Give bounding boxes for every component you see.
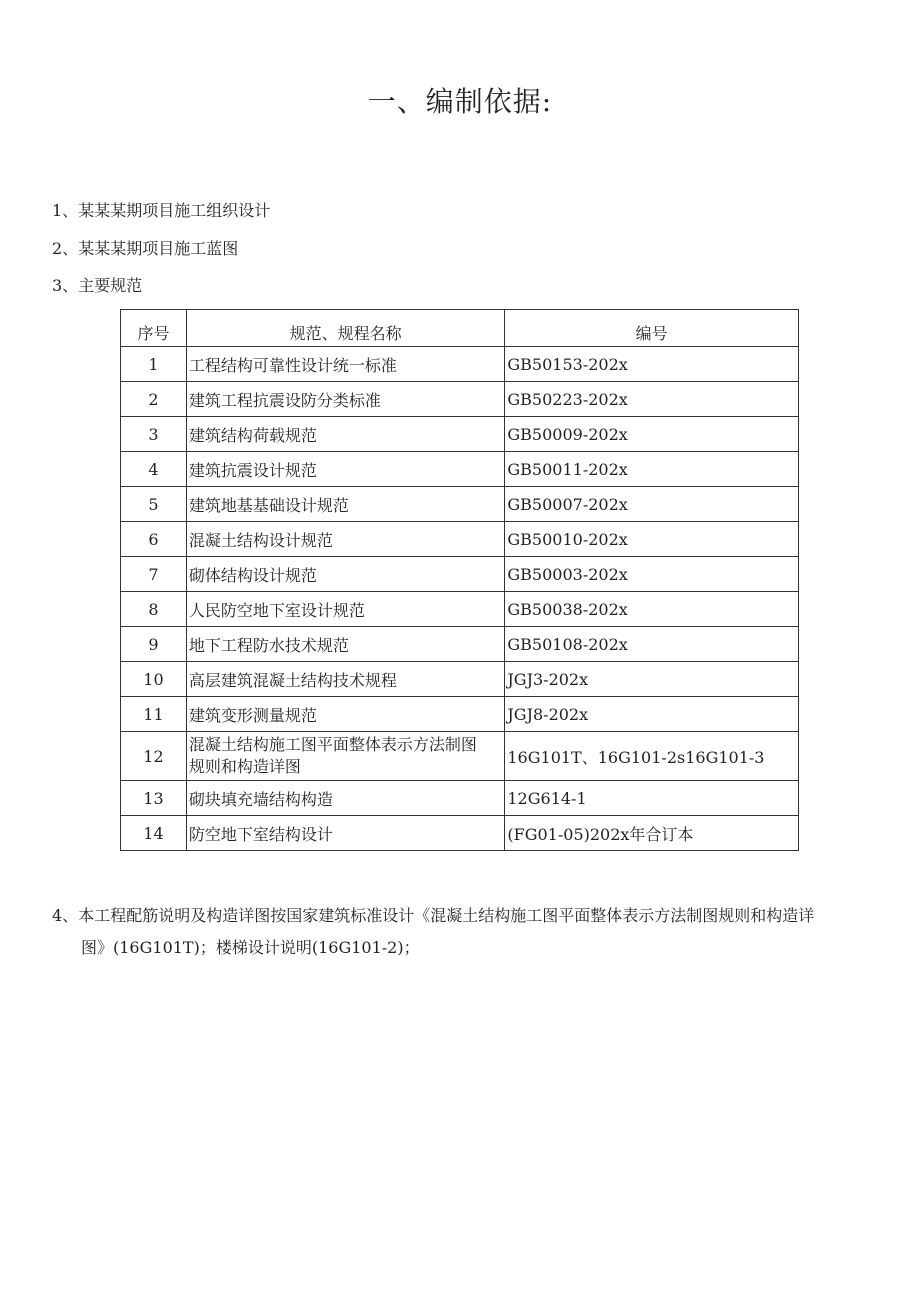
table-row <box>121 732 799 781</box>
row-code: GB50223-202x <box>505 382 799 417</box>
row-name: 建筑工程抗震设防分类标准 <box>186 382 504 417</box>
list-item-continuation: 图》(16G101T)；楼梯设计说明(16G101-2)； <box>81 938 420 957</box>
table-row <box>121 452 799 487</box>
column-header-name: 规范、规程名称 <box>186 310 504 347</box>
row-code: 12G614-1 <box>505 781 799 816</box>
row-number: 6 <box>121 522 187 557</box>
row-number: 13 <box>121 781 187 816</box>
row-code: (FG01-05)202x年合订本 <box>505 816 799 851</box>
row-number: 5 <box>121 487 187 522</box>
row-name: 建筑地基基础设计规范 <box>186 487 504 522</box>
list-item-text: 某某某期项目施工蓝图 <box>78 239 239 258</box>
row-name: 建筑抗震设计规范 <box>186 452 504 487</box>
row-name: 防空地下室结构设计 <box>186 816 504 851</box>
row-code: GB50038-202x <box>505 592 799 627</box>
row-code: GB50011-202x <box>505 452 799 487</box>
row-name: 砌块填充墙结构构造 <box>186 781 504 816</box>
row-code: GB50010-202x <box>505 522 799 557</box>
row-name: 高层建筑混凝土结构技术规程 <box>186 662 504 697</box>
table-header-row <box>121 310 799 347</box>
table-row <box>121 557 799 592</box>
table-row <box>121 592 799 627</box>
list-item-text: 某某某期项目施工组织设计 <box>78 201 271 220</box>
table-row <box>121 487 799 522</box>
row-code: GB50007-202x <box>505 487 799 522</box>
row-name: 工程结构可靠性设计统一标准 <box>186 347 504 382</box>
table-row <box>121 697 799 732</box>
row-number: 2 <box>121 382 187 417</box>
table-row <box>121 816 799 851</box>
table-row <box>121 662 799 697</box>
row-code: GB50003-202x <box>505 557 799 592</box>
table-row <box>121 382 799 417</box>
row-number: 14 <box>121 816 187 851</box>
row-name: 地下工程防水技术规范 <box>186 627 504 662</box>
row-number: 8 <box>121 592 187 627</box>
row-name-line: 规则和构造详图 <box>188 757 301 776</box>
list-item <box>52 198 270 221</box>
row-name: 建筑变形测量规范 <box>186 697 504 732</box>
row-code: GB50153-202x <box>505 347 799 382</box>
column-header-no: 序号 <box>121 310 187 347</box>
row-number: 7 <box>121 557 187 592</box>
list-item <box>52 273 142 296</box>
row-name: 混凝土结构设计规范 <box>186 522 504 557</box>
list-item-text: 本工程配筋说明及构造详图按国家建筑标准设计《混凝土结构施工图平面整体表示方法制图规则和构造详 <box>78 906 815 925</box>
row-number: 4 <box>121 452 187 487</box>
list-item <box>52 900 872 964</box>
list-item-number: 3、 <box>52 276 79 295</box>
row-code: GB50009-202x <box>505 417 799 452</box>
list-item-number: 2、 <box>52 239 79 258</box>
row-code: GB50108-202x <box>505 627 799 662</box>
page-title: 一、编制依据: <box>367 85 553 118</box>
list-item-text: 主要规范 <box>78 276 143 295</box>
row-code: 16G101T、16G101-2s16G101-3 <box>505 732 799 781</box>
column-header-code: 编号 <box>505 310 799 347</box>
row-name: 人民防空地下室设计规范 <box>186 592 504 627</box>
table-row <box>121 781 799 816</box>
row-number: 10 <box>121 662 187 697</box>
row-name-line: 混凝土结构施工图平面整体表示方法制图 <box>188 735 477 754</box>
row-code: JGJ3-202x <box>505 662 799 697</box>
table-row <box>121 347 799 382</box>
row-name: 砌体结构设计规范 <box>186 557 504 592</box>
row-number: 3 <box>121 417 187 452</box>
list-item-number: 4、 <box>52 906 79 925</box>
list-item <box>52 236 238 259</box>
row-code: JGJ8-202x <box>505 697 799 732</box>
table-row <box>121 627 799 662</box>
row-number: 1 <box>121 347 187 382</box>
row-number: 9 <box>121 627 187 662</box>
list-item-number: 1、 <box>52 201 79 220</box>
standards-table <box>120 309 799 851</box>
row-name <box>186 732 504 781</box>
table-row <box>121 522 799 557</box>
row-name: 建筑结构荷载规范 <box>186 417 504 452</box>
row-number: 12 <box>121 732 187 781</box>
table-row <box>121 417 799 452</box>
row-number: 11 <box>121 697 187 732</box>
